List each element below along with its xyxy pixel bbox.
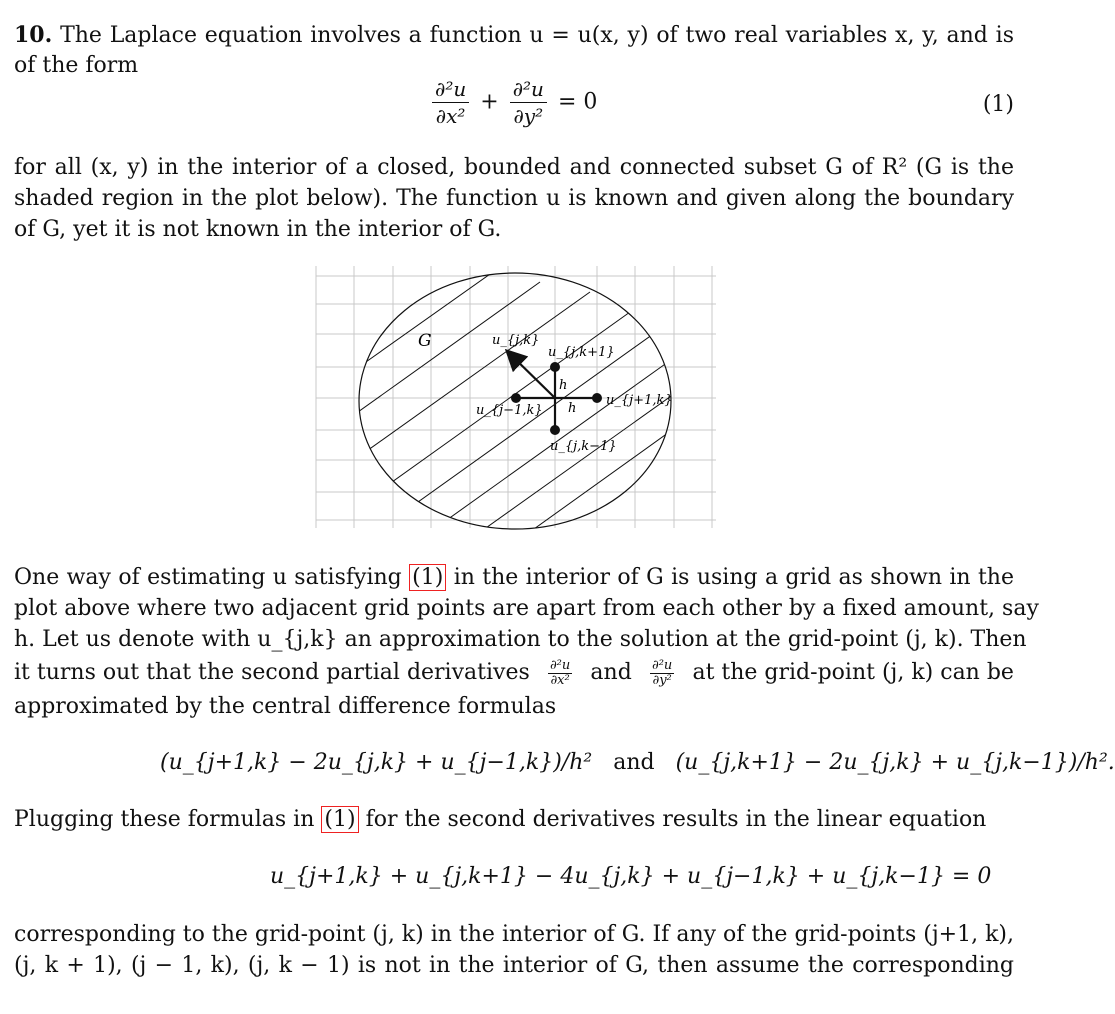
body-line-1: One way of estimating u satisfying (1) in the interior of G is using a grid as shown in the [14,565,1014,590]
problem-line-1 [14,20,1014,51]
label-ujp1k: u_{j+1,k} [606,393,673,408]
label-ujk: u_{j,k} [492,333,540,348]
label-ujkm1: u_{j,k−1} [550,439,617,454]
label-ujm1k: u_{j−1,k} [476,403,543,418]
label-h-vertical: h [559,378,568,393]
body-line-7: corresponding to the grid-point (j, k) in the interior of G. If any of the grid-points (j+1, k), [14,922,1014,947]
body-line-6: Plugging these formulas in (1) for the second derivatives results in the linear equation [14,807,987,832]
problem-line-5: of G, yet it is not known in the interior of G. [14,217,502,242]
equation-ref-link-2[interactable]: (1) [321,806,358,833]
body-line-8: (j, k + 1), (j − 1, k), (j, k − 1) is not in the interior of G, then assume the corresponding [14,953,1014,978]
inline-frac-x: $\frac{\text{∂²u}}{\text{∂x²}}$ [549,657,571,688]
body-line-2: plot above where two adjacent grid points are apart from each other by a fixed amount, say [14,596,1039,621]
inline-frac-y: $\frac{\text{∂²u}}{\text{∂y²}}$ [651,657,673,688]
equation-1-label: (1) [982,92,1014,117]
label-h-horizontal: h [568,401,577,416]
problem-line-3: for all (x, y) in the interior of a closed, bounded and connected subset G of R² (G is the [14,155,1014,180]
point-ujkm1 [550,425,560,435]
equation-1: $\frac{\text{∂²u}}{\text{∂x²}}$ + $\frac{\text{∂²u}}{\text{∂y²}}$ = 0 [428,76,597,129]
label-region-g: G [418,331,432,351]
problem-number: 10. [14,22,53,48]
equation-ref-link[interactable]: (1) [409,564,446,591]
eq1-frac-x: $\frac{\text{∂²u}}{\text{∂x²}}$ [432,76,469,129]
label-ujkp1: u_{j,k+1} [548,345,615,360]
eq1-frac-y: $\frac{\text{∂²u}}{\text{∂y²}}$ [510,76,547,129]
body-line-3: h. Let us denote with u_{j,k} an approximation to the solution at the grid-point (j, k). Then [14,627,1027,652]
point-ujm1k [511,393,521,403]
point-ujp1k [592,393,602,403]
problem-text-1: The Laplace equation involves a function u = u(x, y) of two real variables x, y, and is [60,23,1014,48]
point-ujkp1 [550,362,560,372]
equation-3: u_{j+1,k} + u_{j,k+1} − 4u_{j,k} + u_{j−1,k} + u_{j,k−1} = 0 [270,864,992,889]
body-line-4: it turns out that the second partial derivatives $\frac{\text{∂²u}}{\text{∂x²}}$ and $\frac{\text{∂²u}}{\text{∂y²}}$ at the grid-point (j, k) can be [14,657,1014,688]
problem-line-4: shaded region in the plot below). The function u is known and given along the boundary [14,186,1014,211]
equation-2: (u_{j+1,k} − 2u_{j,k} + u_{j−1,k})/h² and (u_{j,k+1} − 2u_{j,k} + u_{j,k−1})/h². [160,750,1115,775]
body-line-5: approximated by the central difference formulas [14,694,557,719]
problem-line-2: of the form [14,53,139,78]
grid-figure [300,262,730,534]
